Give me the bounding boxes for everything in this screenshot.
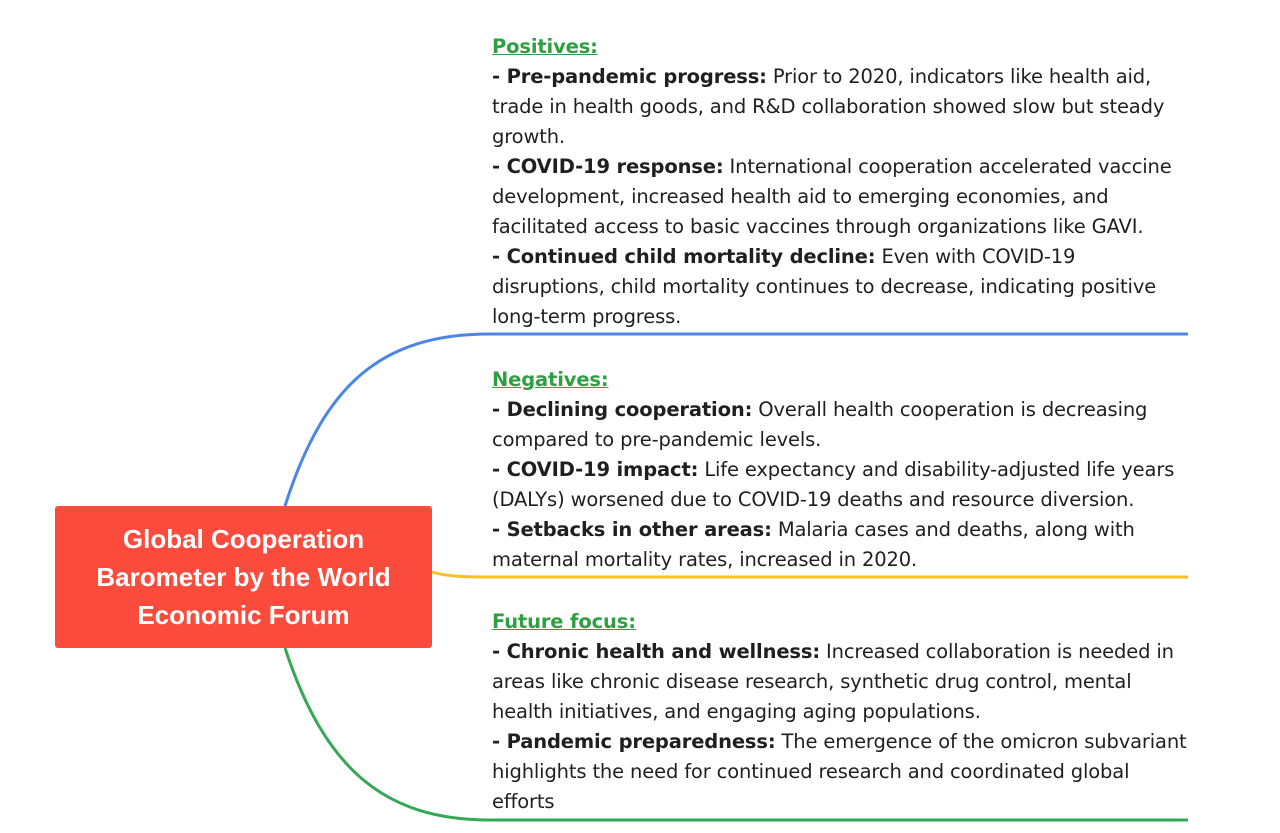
branch-item <box>492 242 1192 332</box>
item-heading: - Setbacks in other areas: <box>492 518 772 541</box>
branch-item <box>492 62 1192 152</box>
branch-item <box>492 395 1192 455</box>
central-topic[interactable] <box>55 506 432 648</box>
item-text: Life expectancy and disability-adjusted life years (DALYs) worsened due to COVID-19 deaths and resource diversion. <box>492 458 1175 511</box>
branch-item <box>492 515 1192 575</box>
branch-item <box>492 152 1192 242</box>
branch-title-negatives: Negatives: <box>492 368 609 391</box>
branch-item <box>492 455 1192 515</box>
central-topic-label: Global Cooperation Barometer by the World Economic Forum <box>96 524 391 630</box>
branch-item <box>492 637 1192 727</box>
branch-future-focus[interactable] <box>492 607 1192 817</box>
item-heading: - COVID-19 impact: <box>492 458 699 481</box>
item-text: Prior to 2020, indicators like health aid, trade in health goods, and R&D collaboration showed slow but steady growth. <box>492 65 1165 148</box>
branch-negatives[interactable] <box>492 365 1192 575</box>
item-heading: - Chronic health and wellness: <box>492 640 820 663</box>
item-heading: - Declining cooperation: <box>492 398 753 421</box>
item-heading: - Continued child mortality decline: <box>492 245 876 268</box>
item-text: International cooperation accelerated vaccine development, increased health aid to emerging economies, and facilitated access to basic vaccines through organizations like GAVI. <box>492 155 1172 238</box>
branch-positives[interactable] <box>492 32 1192 332</box>
item-text: Increased collaboration is needed in areas like chronic disease research, synthetic drug control, mental health initiatives, and engaging aging populations. <box>492 640 1174 723</box>
branch-item <box>492 727 1192 817</box>
item-text: Overall health cooperation is decreasing compared to pre-pandemic levels. <box>492 398 1148 451</box>
item-text: The emergence of the omicron subvariant highlights the need for continued research and coordinated global efforts <box>492 730 1187 813</box>
item-heading: - Pandemic preparedness: <box>492 730 776 753</box>
branch-title-future-focus: Future focus: <box>492 610 636 633</box>
item-heading: - Pre-pandemic progress: <box>492 65 767 88</box>
item-text: Malaria cases and deaths, along with maternal mortality rates, increased in 2020. <box>492 518 1135 571</box>
item-text: Even with COVID-19 disruptions, child mortality continues to decrease, indicating positive long-term progress. <box>492 245 1157 328</box>
branch-title-positives: Positives: <box>492 35 598 58</box>
item-heading: - COVID-19 response: <box>492 155 724 178</box>
